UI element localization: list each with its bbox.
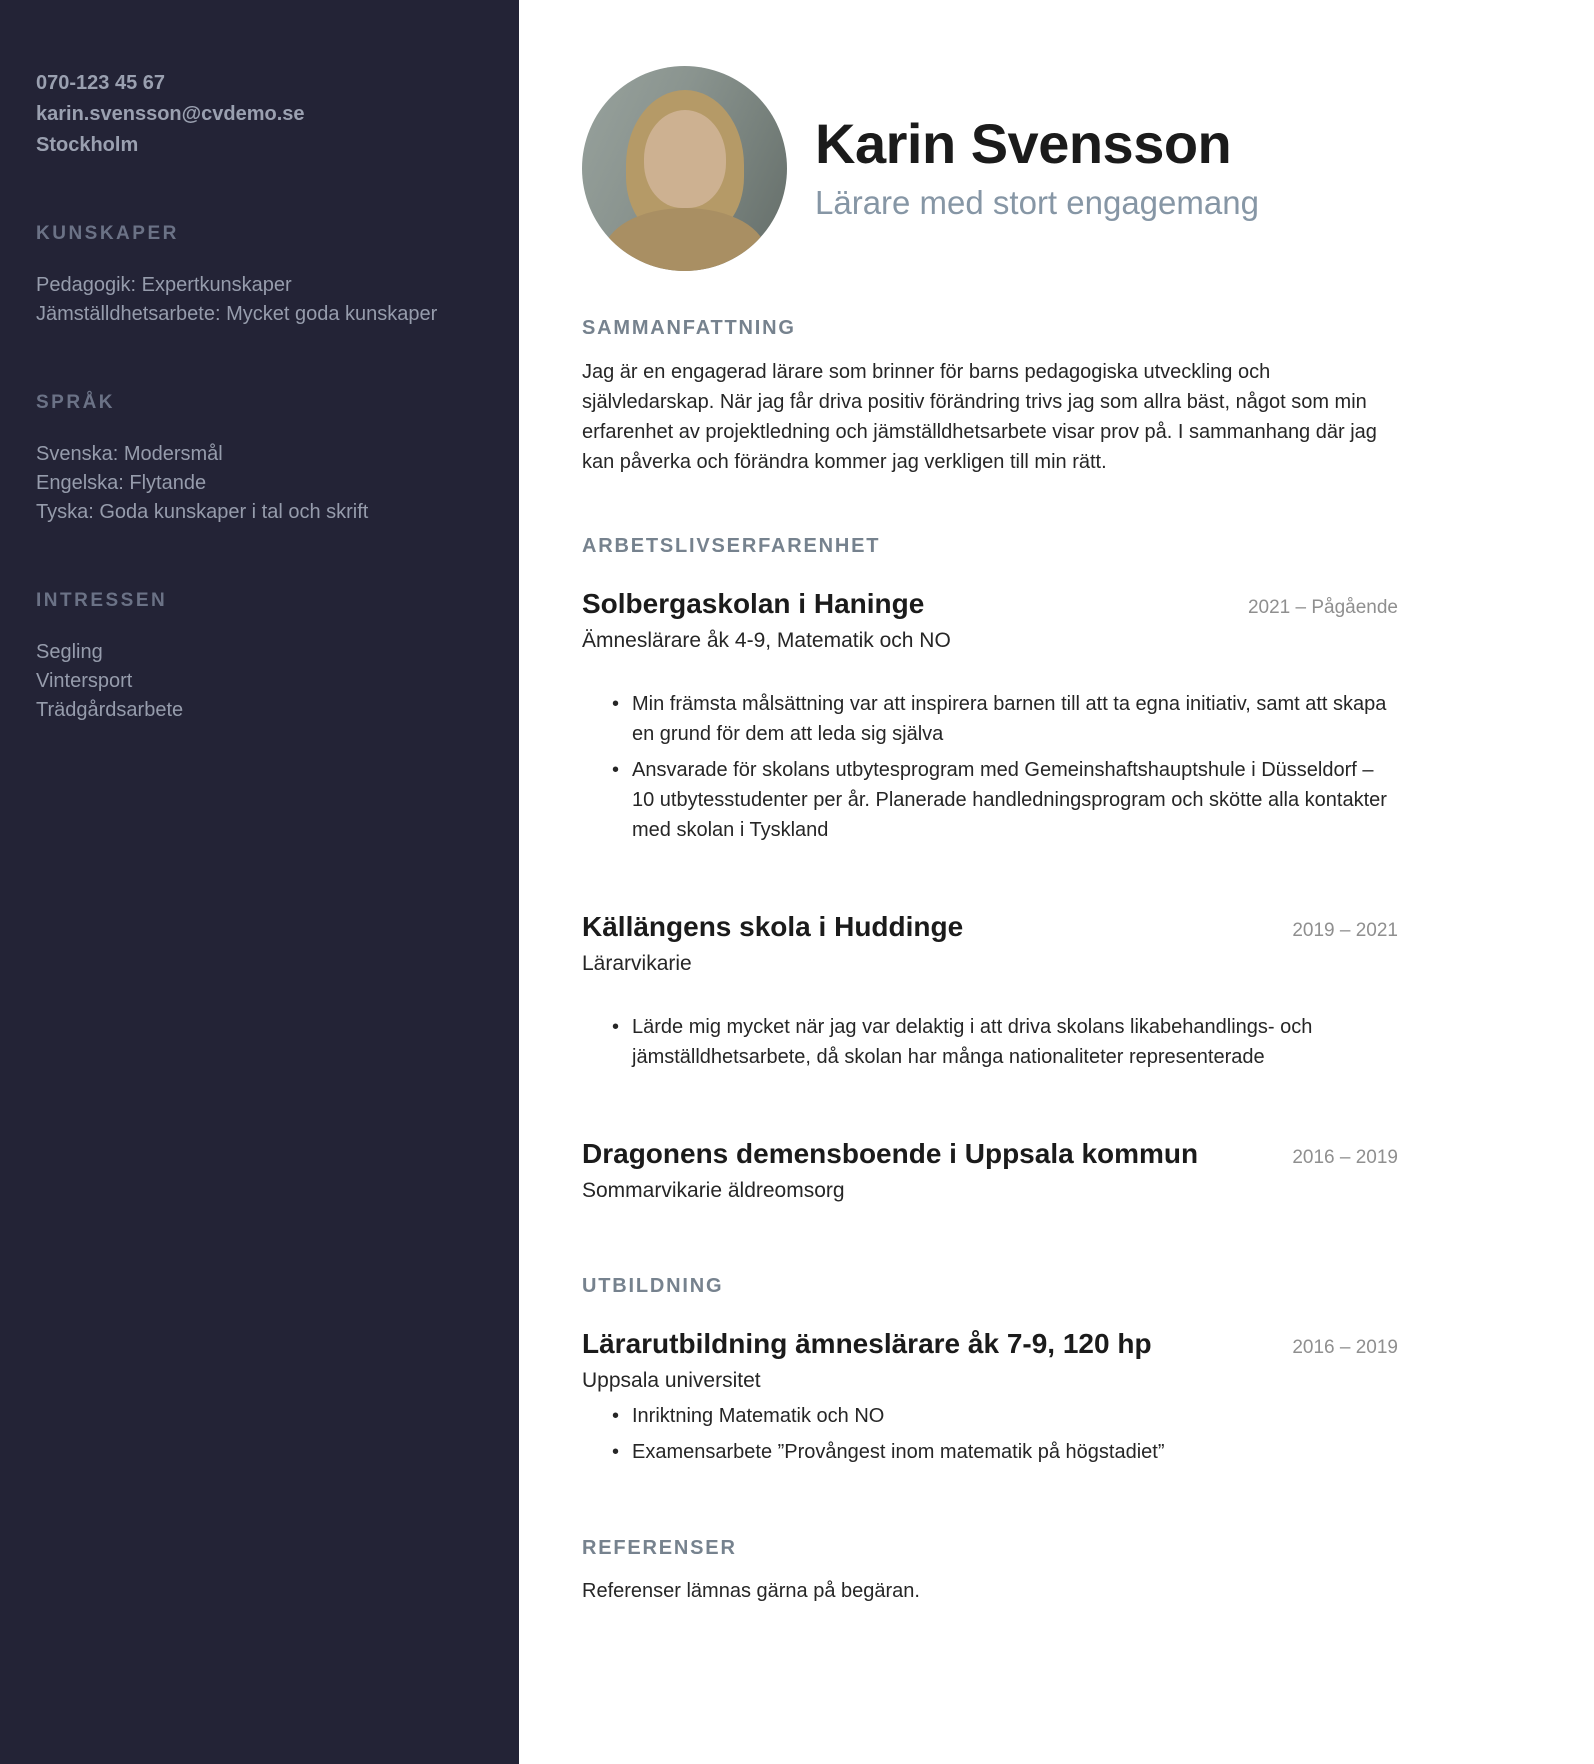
job-period: 2019 – 2021 <box>1292 920 1398 941</box>
references-text: Referenser lämnas gärna på begäran. <box>582 1580 920 1602</box>
person-title: Lärare med stort engagemang <box>815 183 1259 221</box>
bullet-icon: • <box>612 759 620 781</box>
bullet-icon: • <box>612 1441 620 1463</box>
language-item: Svenska: Modersmål <box>36 443 223 465</box>
job-employer: Solbergaskolan i Haninge <box>582 588 925 619</box>
job-bullet-text: Ansvarade för skolans utbytesprogram med Gemeinshaftshauptshule i Düsseldorf – 10 utbytesstudenter per år. Planerade handledningsprogram och skötte alla kontakter med skolan i Tyskland <box>632 759 1387 841</box>
job-role: Ämneslärare åk 4-9, Matematik och NO <box>582 629 951 652</box>
contact-block <box>36 68 479 160</box>
job-period: 2016 – 2019 <box>1292 1147 1398 1168</box>
sidebar-section-skills <box>36 223 479 329</box>
skill-item: Pedagogik: Expertkunskaper <box>36 274 292 296</box>
contact-phone: 070-123 45 67 <box>36 72 166 94</box>
job-entry <box>582 1138 1398 1203</box>
language-item: Tyska: Goda kunskaper i tal och skrift <box>36 501 369 523</box>
section-references <box>582 1537 1398 1603</box>
references-heading: REFERENSER <box>582 1537 737 1559</box>
experience-heading: ARBETSLIVSERFARENHET <box>582 535 881 557</box>
summary-heading: SAMMANFATTNING <box>582 317 796 339</box>
education-bullet-text: Inriktning Matematik och NO <box>632 1405 885 1427</box>
education-period: 2016 – 2019 <box>1292 1337 1398 1358</box>
sidebar <box>0 0 519 1764</box>
interest-item: Trädgårdsarbete <box>36 699 184 721</box>
section-experience <box>582 535 1398 1203</box>
job-entry <box>582 911 1398 1072</box>
summary-text: Jag är en engagerad lärare som brinner för barns pedagogiska utveckling och självledarskap. När jag får driva positiv förändring trivs jag som allra bäst, något som min erfarenhet av projektledning och jämställdhetsarbete visar prov på. I sammanhang där jag kan påverka och förändra kommer jag verkligen till min rätt. <box>582 361 1377 473</box>
education-bullet-text: Examensarbete ”Provångest inom matematik på högstadiet” <box>632 1441 1165 1463</box>
skill-item: Jämställdhetsarbete: Mycket goda kunskaper <box>36 303 438 325</box>
main-content <box>519 0 1594 1764</box>
job-employer: Dragonens demensboende i Uppsala kommun <box>582 1138 1199 1169</box>
job-bullet-text: Lärde mig mycket när jag var delaktig i att driva skolans likabehandlings- och jämställdhetsarbete, då skolan har många nationaliteter representerade <box>632 1016 1313 1068</box>
photo-silhouette-face <box>644 110 726 208</box>
interest-item: Vintersport <box>36 670 133 692</box>
job-role: Sommarvikarie äldreomsorg <box>582 1179 845 1202</box>
sidebar-section-languages <box>36 392 479 527</box>
job-bullet <box>582 1012 1398 1072</box>
job-entry <box>582 588 1398 845</box>
bullet-icon: • <box>612 1405 620 1427</box>
languages-heading: SPRÅK <box>36 392 116 413</box>
job-bullet-text: Min främsta målsättning var att inspirera barnen till att ta egna initiativ, samt att skapa en grund för dem att leda sig själva <box>632 693 1387 745</box>
job-employer: Källängens skola i Huddinge <box>582 911 964 942</box>
contact-city: Stockholm <box>36 134 139 156</box>
interest-item: Segling <box>36 641 103 663</box>
education-bullet <box>582 1401 1398 1431</box>
section-summary <box>582 317 1398 477</box>
education-heading: UTBILDNING <box>582 1275 724 1297</box>
job-role: Lärarvikarie <box>582 952 692 975</box>
job-period: 2021 – Pågående <box>1247 597 1398 618</box>
job-bullet <box>582 755 1398 845</box>
bullet-icon: • <box>612 1016 620 1038</box>
education-entry <box>582 1328 1398 1467</box>
skills-heading: KUNSKAPER <box>36 223 179 244</box>
header <box>582 66 1398 271</box>
sidebar-section-interests <box>36 590 479 725</box>
section-education <box>582 1275 1398 1467</box>
language-item: Engelska: Flytande <box>36 472 207 494</box>
education-school: Uppsala universitet <box>582 1369 761 1392</box>
contact-email: karin.svensson@cvdemo.se <box>36 103 305 125</box>
job-bullet <box>582 689 1398 749</box>
profile-photo <box>582 66 787 271</box>
education-program: Lärarutbildning ämneslärare åk 7-9, 120 hp <box>582 1328 1152 1359</box>
interests-heading: INTRESSEN <box>36 590 168 611</box>
photo-silhouette-shoulders <box>604 208 766 271</box>
education-bullet <box>582 1437 1398 1467</box>
bullet-icon: • <box>612 693 620 715</box>
person-name: Karin Svensson <box>815 112 1232 176</box>
